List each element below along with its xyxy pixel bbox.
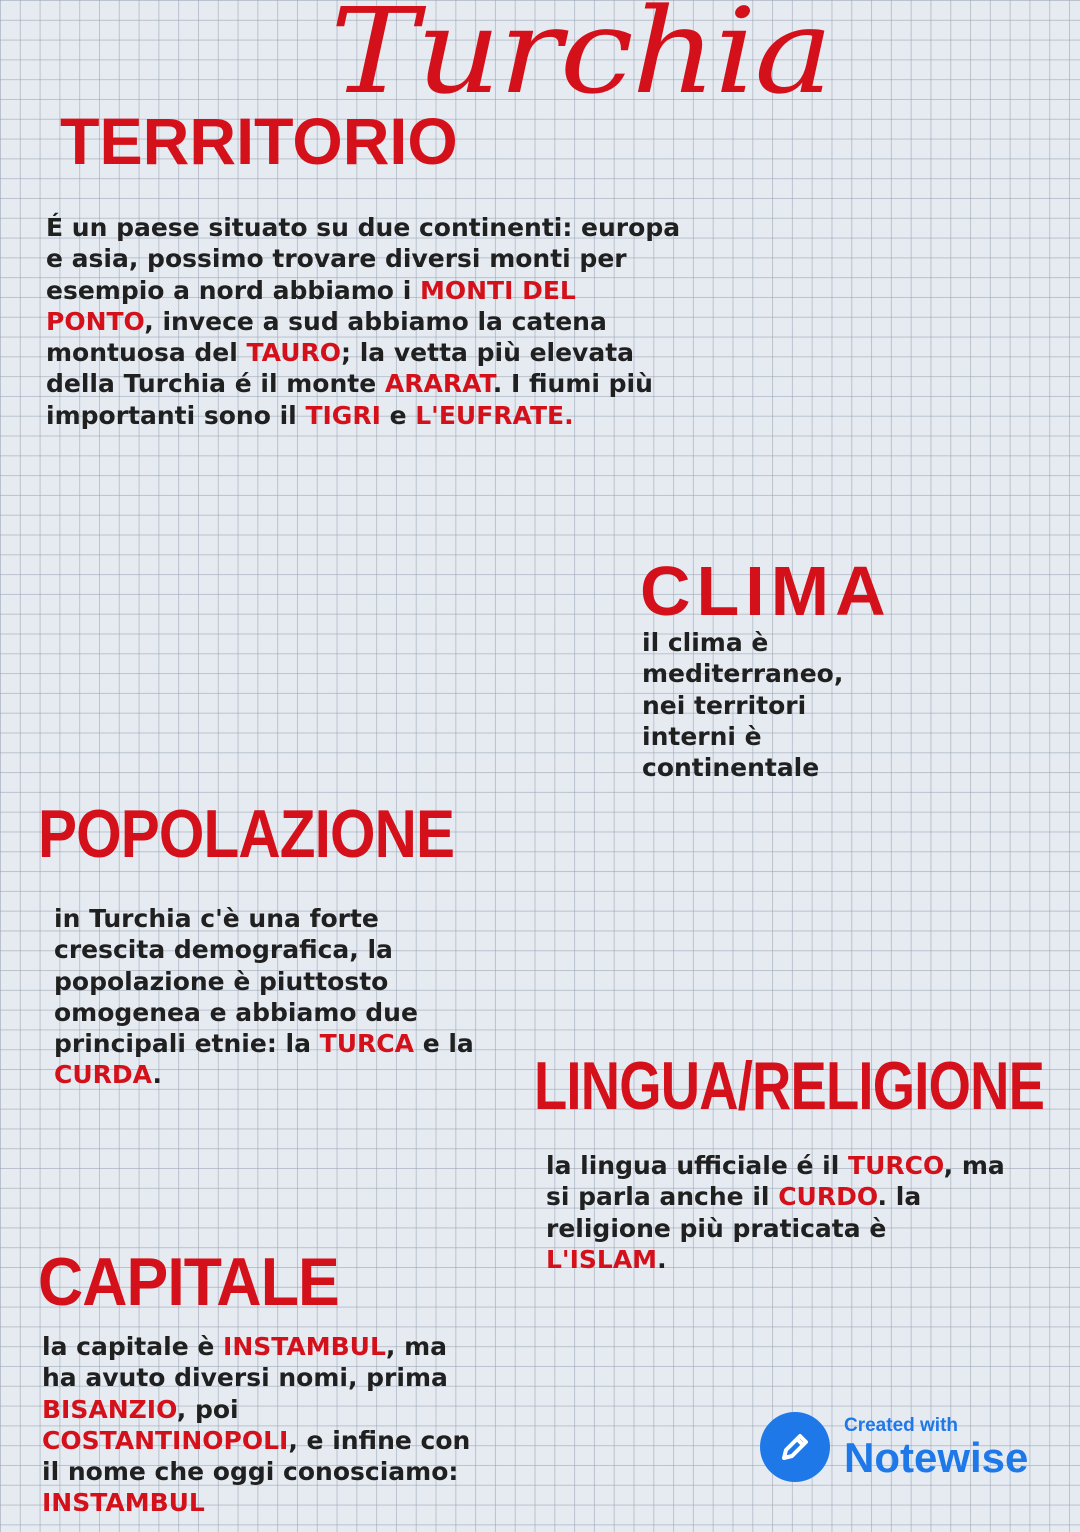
highlighted-term: BISANZIO (42, 1394, 177, 1424)
paragraph-territorio (46, 212, 686, 431)
text-segment: , invece a sud abbiamo la catena montuosa del (46, 306, 607, 368)
highlighted-term: CURDA (54, 1060, 153, 1090)
highlighted-term: ARARAT (384, 369, 493, 399)
notewise-watermark (760, 1412, 1028, 1482)
text-segment: la capitale è (42, 1332, 224, 1361)
highlighted-term: TAURO (246, 338, 342, 368)
highlighted-term: TURCO (848, 1151, 944, 1180)
highlighted-term: INSTAMBUL (223, 1332, 386, 1361)
heading-lingua-religione: LINGUA/RELIGIONE (534, 1048, 1045, 1124)
text-segment: , ma ha avuto diversi nomi, prima (42, 1332, 448, 1393)
paragraph-lingua-religione (546, 1150, 1006, 1275)
text-segment: , poi (176, 1394, 239, 1424)
text-segment: , e infine con il nome che oggi conosciamo: (42, 1425, 471, 1487)
brand-name: Notewise (844, 1433, 1029, 1481)
heading-clima: CLIMA (640, 552, 892, 630)
text-segment: il clima è mediterraneo, nei territori interni è continentale (642, 628, 844, 783)
highlighted-term: MONTI DEL PONTO (46, 275, 576, 336)
text-segment: É un paese situato su due continenti: europa e asia, possimo trovare diversi monti per esempio a nord abbiamo i (46, 213, 681, 305)
highlighted-term: CURDO (778, 1182, 878, 1212)
text-segment: . (152, 1060, 162, 1090)
text-segment: . la religione più praticata è (546, 1182, 922, 1243)
highlighted-term: TURCA (319, 1029, 414, 1059)
text-segment: in Turchia c'è una forte crescita demografica, la popolazione è piuttosto omogenea e abbiamo due principali etnie: la (54, 904, 418, 1059)
page-title: Turchia (330, 0, 831, 120)
text-segment: e la (413, 1029, 474, 1059)
paragraph-popolazione (54, 903, 474, 1091)
pencil-icon (760, 1412, 830, 1482)
heading-popolazione: POPOLAZIONE (38, 796, 455, 872)
brand-caption: Created with (844, 1414, 959, 1436)
highlighted-term: INSTAMBUL (42, 1488, 205, 1518)
highlighted-term: COSTANTINOPOLI (42, 1425, 289, 1455)
highlighted-term: L'EUFRATE. (415, 400, 574, 430)
text-segment: ; la vetta più elevata della Turchia é il monte (46, 338, 635, 399)
paragraph-clima (642, 627, 882, 783)
paragraph-capitale (42, 1331, 482, 1519)
text-segment: , ma si parla anche il (546, 1151, 1005, 1212)
text-segment: . (657, 1244, 667, 1274)
text-segment: la lingua ufficiale é il (546, 1151, 849, 1180)
heading-capitale: CAPITALE (38, 1244, 339, 1320)
heading-territorio: TERRITORIO (60, 104, 458, 178)
highlighted-term: TIGRI (305, 400, 381, 430)
highlighted-term: L'ISLAM (546, 1244, 658, 1274)
text-segment: e (380, 400, 416, 430)
text-segment: . I fiumi più importanti sono il (46, 369, 653, 430)
